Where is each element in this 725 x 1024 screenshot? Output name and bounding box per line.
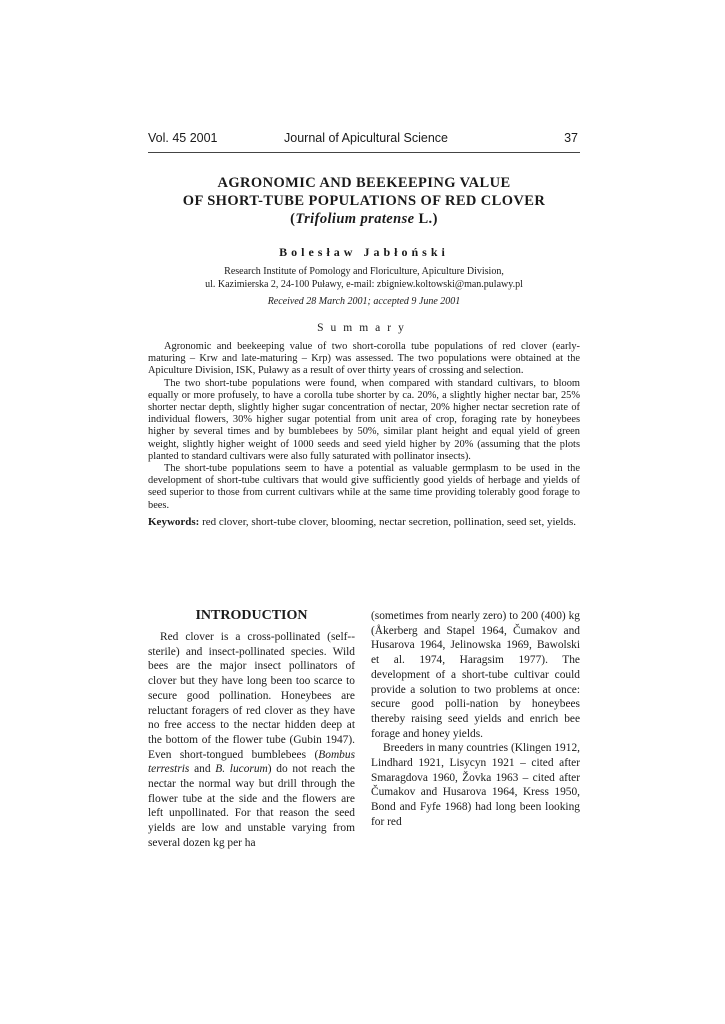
title-paren: ( bbox=[290, 211, 296, 227]
right-column bbox=[371, 609, 580, 830]
species-name: Trifolium pratense bbox=[295, 211, 415, 227]
intro-text-run: Red clover is a cross-pollinated (self--sterile) and insect-pollinated species. Wild bees are the major insect pollinators of clover but they have long been too scarce to secure good pollination. Honeybees are reluctant foragers of red clover as they have no free access to the nectar hidden deep at the bottom of the flower tube (Gubin 1947). Even short-tongued bumblebees ( bbox=[148, 631, 355, 761]
article-title bbox=[148, 174, 580, 228]
keywords-label: Keywords: bbox=[148, 515, 200, 528]
species-b-lucorum: B. lucorum bbox=[215, 763, 268, 776]
summary-paragraph-2: The two short-tube populations were found, when compared with standard cultivars, to bloom equally or more profusely, to have a corolla tube shorter by ca. 20%, a slightly higher nectar bar, 25% shorter nectar depth, slightly higher sugar concentration of nectar, 20% higher nectar secretion rate of individual flowers, 30% higher sugar potential from unit area of crop, foraging rate by honeybees higher by several times and by bumblebees by 50%, similar plant height and equal yield of green weight, slightly higher weight of 1000 seeds and seed yield higher by 20% (assuming that the plots planted to standard cultivars were also fully saturated with pollinator insects). bbox=[148, 377, 580, 462]
title-line-3 bbox=[148, 210, 580, 228]
affiliation-line-2: ul. Kazimierska 2, 24-100 Puławy, e-mail: zbigniew.koltowski@man.pulawy.pl bbox=[205, 279, 523, 290]
keywords-list: red clover, short-tube clover, blooming, nectar secretion, pollination, seed set, yields. bbox=[199, 515, 577, 528]
volume-label: Vol. 45 2001 bbox=[148, 131, 218, 145]
left-column bbox=[148, 607, 355, 851]
author-name: Bolesław Jabłoński bbox=[279, 245, 449, 259]
page-number: 37 bbox=[564, 131, 578, 145]
summary-section bbox=[148, 341, 580, 529]
title-suffix: L.) bbox=[414, 211, 438, 227]
received-dates: Received 28 March 2001; accepted 9 June 2001 bbox=[267, 296, 461, 307]
summary-paragraph-1: Agronomic and beekeeping value of two short-corolla tube populations of red clover (early-maturing – Krw and late-maturing – Krp) was assessed. The two populations were obtained at the Apiculture Division, ISK, Puławy as a result of over thirty years of crossing and selection. bbox=[148, 341, 580, 377]
header-divider bbox=[148, 152, 580, 153]
keywords bbox=[148, 516, 580, 530]
intro-paragraph-1 bbox=[148, 630, 355, 851]
species-bombus-terrestris: Bombus terrestris bbox=[148, 748, 355, 776]
running-header bbox=[148, 131, 580, 149]
title-line-1: AGRONOMIC AND BEEKEEPING VALUE bbox=[217, 175, 511, 191]
intro-paragraph-2: Breeders in many countries (Klingen 1912, Lindhard 1921, Lisycyn 1921 – cited after Smaragdova 1960, Žovka 1963 – cited after Čumakov and Husarova 1964, Kress 1950, Bond and Fyfe 1968) had long been looking for red bbox=[371, 742, 580, 828]
affiliation bbox=[148, 265, 580, 291]
summary-paragraph-3: The short-tube populations seem to have a potential as valuable germplasm to be used in the development of short-tube cultivars that would give sufficiently good yields of herbage and yields of seed superior to those from current cultivars while at the same time providing tolerably good forage to bees. bbox=[148, 463, 580, 511]
intro-text-run: and bbox=[189, 763, 216, 776]
affiliation-line-1: Research Institute of Pomology and Floriculture, Apiculture Division, bbox=[224, 266, 504, 277]
summary-heading: Summary bbox=[317, 322, 411, 334]
intro-text-run: ) do not reach the nectar the normal way but drill through the flower tube at the side and the flowers are left unpollinated. For that reason the seed yields are low and unstable varying from several dozen kg per ha bbox=[148, 763, 355, 849]
title-line-2: OF SHORT-TUBE POPULATIONS OF RED CLOVER bbox=[182, 193, 546, 209]
journal-name: Journal of Apicultural Science bbox=[284, 131, 448, 145]
intro-paragraph-continued: (sometimes from nearly zero) to 200 (400) kg (Åkerberg and Stapel 1964, Čumakov and Husarova 1964, Jelinowska 1969, Bawolski et al. 1974, Haragsim 1977). The development of a short-tube cultivar could provide a solution to two problems at once: secure good polli-nation by honeybees thereby raising seed yields and enrich bee forage and honey yields. bbox=[371, 610, 580, 740]
introduction-heading: INTRODUCTION bbox=[195, 608, 308, 623]
